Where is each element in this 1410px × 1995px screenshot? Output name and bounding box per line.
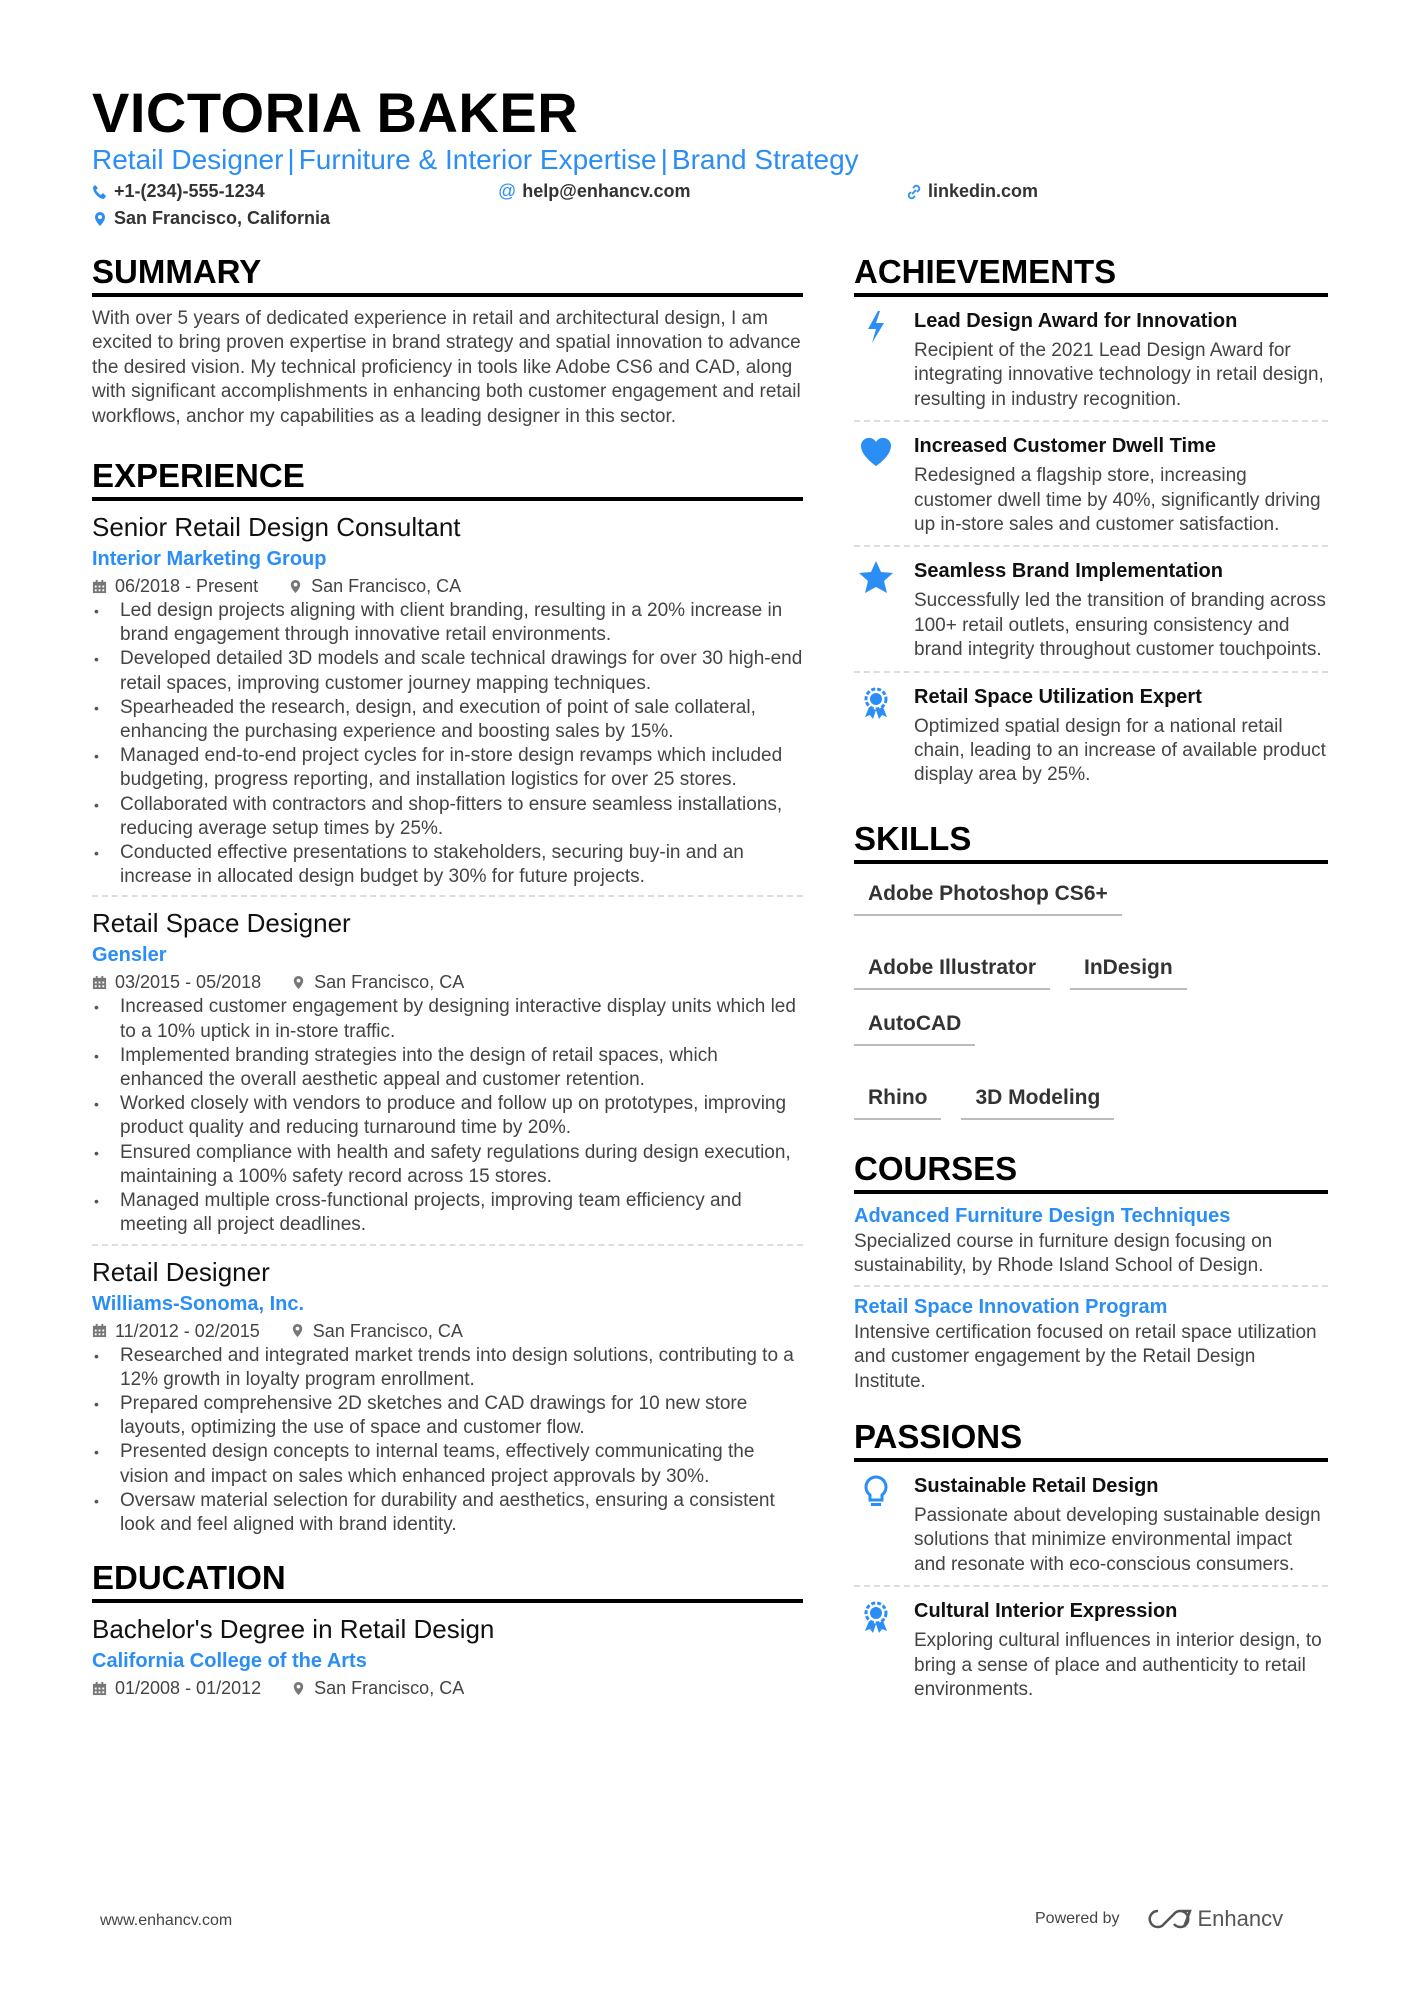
achievements-item-text: Optimized spatial design for a national retail chain, leading to an increase of available product display area by 25%. xyxy=(914,715,1326,786)
location-text: San Francisco, California xyxy=(114,208,331,228)
headline xyxy=(92,144,859,176)
achievements-item-title: Retail Space Utilization Expert xyxy=(914,685,1202,708)
passions-item xyxy=(854,1587,1328,1710)
school: California College of the Arts xyxy=(92,1650,367,1673)
footer-website[interactable]: www.enhancv.com xyxy=(100,1912,233,1929)
passions-item-text: Passionate about developing sustainable design solutions that minimize environmental impact and resonate with eco-conscious consumers. xyxy=(914,1504,1321,1575)
achievements-item-text: Redesigned a flagship store, increasing customer dwell time by 40%, significantly driving up in-store sales and customer satisfaction. xyxy=(914,465,1321,536)
star-icon xyxy=(854,557,914,662)
job-entry xyxy=(92,1256,803,1538)
job-location: San Francisco, CA xyxy=(311,576,462,597)
experience-list xyxy=(92,511,803,1537)
job-bullet: • Researched and integrated market trends into design solutions, contributing to a 12% growth in loyalty program enrollment. xyxy=(92,1344,803,1392)
company-name: Interior Marketing Group xyxy=(92,548,327,571)
job-location: San Francisco, CA xyxy=(314,972,465,993)
section-title-education: EDUCATION xyxy=(92,1559,803,1603)
summary-text: With over 5 years of dedicated experience in retail and architectural design, I am excited to bring proven expertise in brand strategy and spatial innovation to advance the desired vision. My technical proficiency in tools like Adobe CS6 and CAD, along with significant accomplishments in enhancing both customer engagement and retail workflows, anchor my capabilities as a leading designer in this sector. xyxy=(92,308,801,427)
phone-text: +1-(234)-555-1234 xyxy=(114,181,265,201)
achievements-item-text: Successfully led the transition of branding across 100+ retail outlets, ensuring consistency and brand integrity throughout customer touchpoints. xyxy=(914,590,1326,661)
skill-tag: Adobe Photoshop CS6+ xyxy=(854,878,1122,916)
course-item xyxy=(854,1202,1328,1279)
achievements-item xyxy=(854,297,1328,420)
at-icon: @ xyxy=(498,181,517,201)
skill-tag: 3D Modeling xyxy=(961,1082,1114,1120)
job-bullet: • Implemented branding strategies into the design of retail spaces, which enhanced the overall aesthetic appeal and customer retention. xyxy=(92,1044,803,1092)
job-bullet: • Spearheaded the research, design, and execution of point of sale collateral, enhancing the purchasing experience and boosting sales by 15%. xyxy=(92,696,803,744)
job-bullet: • Oversaw material selection for durability and aesthetics, ensuring a consistent look and feel aligned with brand identity. xyxy=(92,1489,803,1537)
education-meta xyxy=(92,1675,803,1701)
course-title: Advanced Furniture Design Techniques xyxy=(854,1204,1231,1227)
headline-separator: | xyxy=(287,144,295,175)
degree: Bachelor's Degree in Retail Design xyxy=(92,1614,495,1645)
job-dates: 03/2015 - 05/2018 xyxy=(115,972,262,993)
contact-link[interactable] xyxy=(906,181,1038,202)
contact-location xyxy=(92,208,330,229)
divider xyxy=(92,895,803,897)
job-entry xyxy=(92,907,803,1237)
divider xyxy=(854,1285,1328,1287)
section-title-skills: SKILLS xyxy=(854,820,1328,864)
section-title-summary: SUMMARY xyxy=(92,253,803,297)
job-bullet: • Worked closely with vendors to produce and follow up on prototypes, improving product quality and reducing turnaround time by 20%. xyxy=(92,1092,803,1140)
job-title: Senior Retail Design Consultant xyxy=(92,512,461,543)
brand-text: Enhancv xyxy=(1197,1906,1284,1931)
contact-phone xyxy=(92,181,265,202)
achievements-item xyxy=(854,422,1328,545)
headline-part: Furniture & Interior Expertise xyxy=(298,144,657,175)
job-location: San Francisco, CA xyxy=(312,1320,463,1341)
job-bullet: • Collaborated with contractors and shop-fitters to ensure seamless installations, reducing average setup times by 25%. xyxy=(92,793,803,841)
location-pin-icon xyxy=(291,975,306,990)
job-dates: 06/2018 - Present xyxy=(115,576,259,597)
passions-item-title: Cultural Interior Expression xyxy=(914,1600,1178,1623)
job-title: Retail Designer xyxy=(92,1256,270,1287)
location-pin-icon xyxy=(288,579,303,594)
education-dates: 01/2008 - 01/2012 xyxy=(115,1678,262,1699)
company-name: Williams-Sonoma, Inc. xyxy=(92,1292,305,1315)
location-pin-icon xyxy=(92,211,108,227)
calendar-icon xyxy=(92,975,107,990)
course-item xyxy=(854,1293,1328,1394)
job-bullet: • Conducted effective presentations to stakeholders, securing buy-in and an increase in allocated design budget by 30% for future projects. xyxy=(92,841,803,889)
heart-icon xyxy=(854,432,914,537)
job-dates: 11/2012 - 02/2015 xyxy=(115,1320,260,1341)
skill-tag: Adobe Illustrator xyxy=(854,952,1050,990)
section-title-passions: PASSIONS xyxy=(854,1418,1328,1462)
passions-item-text: Exploring cultural influences in interior design, to bring a sense of place and authenticity to retail environments. xyxy=(914,1630,1322,1700)
calendar-icon xyxy=(92,579,107,594)
job-bullet: • Ensured compliance with health and safety regulations during design execution, maintaining a 100% safety record across 15 stores. xyxy=(92,1141,803,1189)
email-text[interactable]: help@enhancv.com xyxy=(522,181,691,201)
candidate-name: VICTORIA BAKER xyxy=(92,81,579,144)
calendar-icon xyxy=(92,1323,107,1338)
passions-list xyxy=(854,1462,1328,1710)
achievements-list xyxy=(854,297,1328,796)
calendar-icon xyxy=(92,1681,107,1696)
job-bullets xyxy=(92,599,803,889)
company-name: Gensler xyxy=(92,944,167,967)
skill-tag: AutoCAD xyxy=(854,1008,975,1046)
job-bullet: • Developed detailed 3D models and scale technical drawings for over 30 high-end retail spaces, improving customer journey mapping techniques. xyxy=(92,647,803,695)
medal-icon xyxy=(854,683,914,788)
right-column xyxy=(854,253,1328,1710)
course-text: Intensive certification focused on retail space utilization and customer engagement by the Retail Design Institute. xyxy=(854,1321,1317,1392)
job-bullets xyxy=(92,995,803,1237)
courses-list xyxy=(854,1202,1328,1394)
job-meta xyxy=(92,1318,803,1344)
enhancv-logo-icon xyxy=(1146,1907,1192,1931)
job-entry xyxy=(92,511,803,889)
left-column xyxy=(92,253,803,1701)
location-pin-icon xyxy=(290,1323,305,1338)
link-text[interactable]: linkedin.com xyxy=(928,181,1039,201)
job-meta xyxy=(92,969,803,995)
job-bullets xyxy=(92,1344,803,1538)
job-bullet: • Prepared comprehensive 2D sketches and CAD drawings for 10 new store layouts, optimizing the use of space and customer flow. xyxy=(92,1392,803,1440)
skills-list xyxy=(854,878,1328,1120)
skill-tag: Rhino xyxy=(854,1082,941,1120)
skill-tag: InDesign xyxy=(1070,952,1187,990)
enhancv-logo xyxy=(1146,1906,1284,1932)
job-meta xyxy=(92,573,803,599)
passions-item xyxy=(854,1462,1328,1585)
link-icon xyxy=(906,184,922,200)
job-bullet: • Increased customer engagement by designing interactive display units which led to a 10% uptick in in-store traffic. xyxy=(92,995,803,1043)
achievements-item xyxy=(854,673,1328,796)
achievements-item-title: Lead Design Award for Innovation xyxy=(914,310,1238,332)
section-title-courses: COURSES xyxy=(854,1150,1328,1194)
contact-email[interactable] xyxy=(498,181,691,202)
section-title-experience: EXPERIENCE xyxy=(92,457,803,501)
powered-by-text: Powered by xyxy=(1035,1910,1120,1927)
achievements-item-text: Recipient of the 2021 Lead Design Award for integrating innovative technology in retail design, resulting in industry recognition. xyxy=(914,340,1324,410)
course-text: Specialized course in furniture design focusing on sustainability, by Rhode Island School of Design. xyxy=(854,1230,1273,1277)
headline-separator: | xyxy=(660,144,668,175)
divider xyxy=(92,1244,803,1246)
section-title-achievements: ACHIEVEMENTS xyxy=(854,253,1328,297)
bolt-icon xyxy=(854,307,914,412)
location-pin-icon xyxy=(291,1681,306,1696)
passions-item-title: Sustainable Retail Design xyxy=(914,1474,1159,1497)
education-location: San Francisco, CA xyxy=(314,1678,465,1699)
job-bullet: • Led design projects aligning with client branding, resulting in a 20% increase in brand engagement through innovative retail environments. xyxy=(92,599,803,647)
achievements-item xyxy=(854,547,1328,670)
phone-icon xyxy=(92,184,108,200)
medal-icon xyxy=(854,1597,914,1702)
course-title: Retail Space Innovation Program xyxy=(854,1295,1168,1318)
job-title: Retail Space Designer xyxy=(92,908,351,939)
achievements-item-title: Seamless Brand Implementation xyxy=(914,560,1223,583)
headline-part: Retail Designer xyxy=(92,144,284,175)
job-bullet: • Managed end-to-end project cycles for in-store design revamps which included budgeting, progress reporting, and installation logistics for over 25 stores. xyxy=(92,744,803,792)
headline-part: Brand Strategy xyxy=(671,144,859,175)
job-bullet: • Managed multiple cross-functional projects, improving team efficiency and meeting all project deadlines. xyxy=(92,1189,803,1237)
lightbulb-icon xyxy=(854,1472,914,1577)
footer-branding xyxy=(1035,1906,1283,1932)
achievements-item-title: Increased Customer Dwell Time xyxy=(914,435,1216,458)
job-bullet: • Presented design concepts to internal teams, effectively communicating the vision and impact on sales which enhanced project approvals by 30%. xyxy=(92,1440,803,1488)
